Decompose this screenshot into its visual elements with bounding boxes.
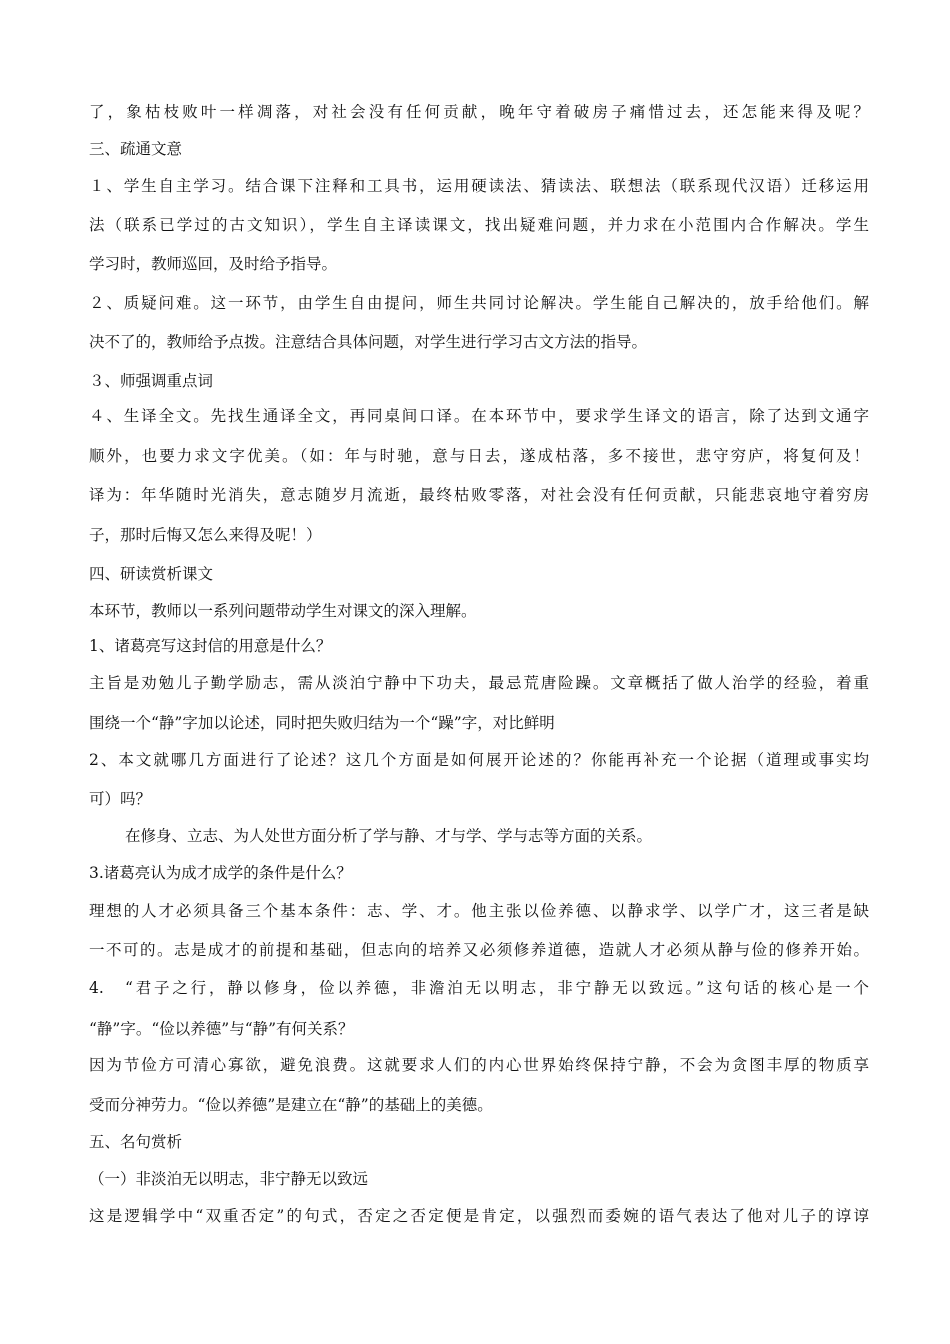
text-line: ３、师强调重点词	[89, 372, 214, 390]
question-line: 4. “君子之行，静以修身，俭以养德，非澹泊无以明志，非宁静无以致远。”这句话的核心是一个	[89, 979, 869, 997]
text-line: 因为节俭方可清心寡欲，避免浪费。这就要求人们的内心世界始终保持宁静，不会为贪图丰厚的物质享	[89, 1056, 869, 1074]
text-line: 理想的人才必须具备三个基本条件：志、学、才。他主张以俭养德、以静求学、以学广才，这三者是缺	[89, 902, 869, 920]
section-heading: 三、疏通文意	[89, 140, 183, 158]
question-line: 可）吗？	[89, 790, 152, 808]
text-line: 顺外，也要力求文字优美。（如：年与时驰，意与日去，遂成枯落，多不接世，悲守穷庐，将复何及！	[89, 447, 869, 465]
text-line: 学习时，教师巡回，及时给予指导。	[89, 255, 338, 273]
section-heading: 四、研读赏析课文	[89, 565, 214, 583]
text-line: １、学生自主学习。结合课下注释和工具书，运用硬读法、猜读法、联想法（联系现代汉语）迁移运用	[89, 177, 869, 195]
subheading: （一）非淡泊无以明志，非宁静无以致远	[89, 1170, 369, 1188]
text-line: 一不可的。志是成才的前提和基础，但志向的培养又必须修养道德，造就人才必须从静与俭的修养开始。	[89, 941, 869, 959]
text-line: 这是逻辑学中“双重否定”的句式，否定之否定便是肯定，以强烈而委婉的语气表达了他对儿子的谆谆	[89, 1207, 869, 1225]
text-line: 决不了的，教师给予点拨。注意结合具体问题，对学生进行学习古文方法的指导。	[89, 333, 648, 351]
text-line: 了，象枯枝败叶一样凋落，对社会没有任何贡献，晚年守着破房子痛惜过去，还怎能来得及呢？	[89, 103, 869, 121]
text-line: 围绕一个“静”字加以论述，同时把失败归结为一个“躁”字，对比鲜明	[89, 714, 555, 732]
text-line: 主旨是劝勉儿子勤学励志，需从淡泊宁静中下功夫，最忌荒唐险躁。文章概括了做人治学的经验，着重	[89, 674, 869, 692]
text-line: 在修身、立志、为人处世方面分析了学与静、才与学、学与志等方面的关系。	[125, 827, 653, 845]
question-line: 3.诸葛亮认为成才成学的条件是什么？	[89, 864, 352, 882]
text-line: 法（联系已学过的古文知识），学生自主译读课文，找出疑难问题，并力求在小范围内合作解决。学生	[89, 216, 869, 234]
question-line: “静”字。“俭以养德”与“静”有何关系？	[89, 1020, 354, 1038]
question-line: 1、诸葛亮写这封信的用意是什么？	[89, 637, 332, 655]
text-line: 本环节，教师以一系列问题带动学生对课文的深入理解。	[89, 602, 477, 620]
text-line: 译为：年华随时光消失，意志随岁月流逝，最终枯败零落，对社会没有任何贡献，只能悲哀地守着穷房	[89, 486, 869, 504]
text-line: 受而分神劳力。“俭以养德”是建立在“静”的基础上的美德。	[89, 1096, 493, 1114]
section-heading: 五、名句赏析	[89, 1133, 183, 1151]
question-line: 2、本文就哪几方面进行了论述？这几个方面是如何展开论述的？你能再补充一个论据（道理或事实均	[89, 751, 869, 769]
text-line: 子，那时后悔又怎么来得及呢！）	[89, 526, 322, 544]
text-line: ２、质疑问难。这一环节，由学生自由提问，师生共同讨论解决。学生能自己解决的，放手给他们。解	[89, 294, 869, 312]
text-line: ４、生译全文。先找生通译全文，再同桌间口译。在本环节中，要求学生译文的语言，除了达到文通字	[89, 407, 869, 425]
